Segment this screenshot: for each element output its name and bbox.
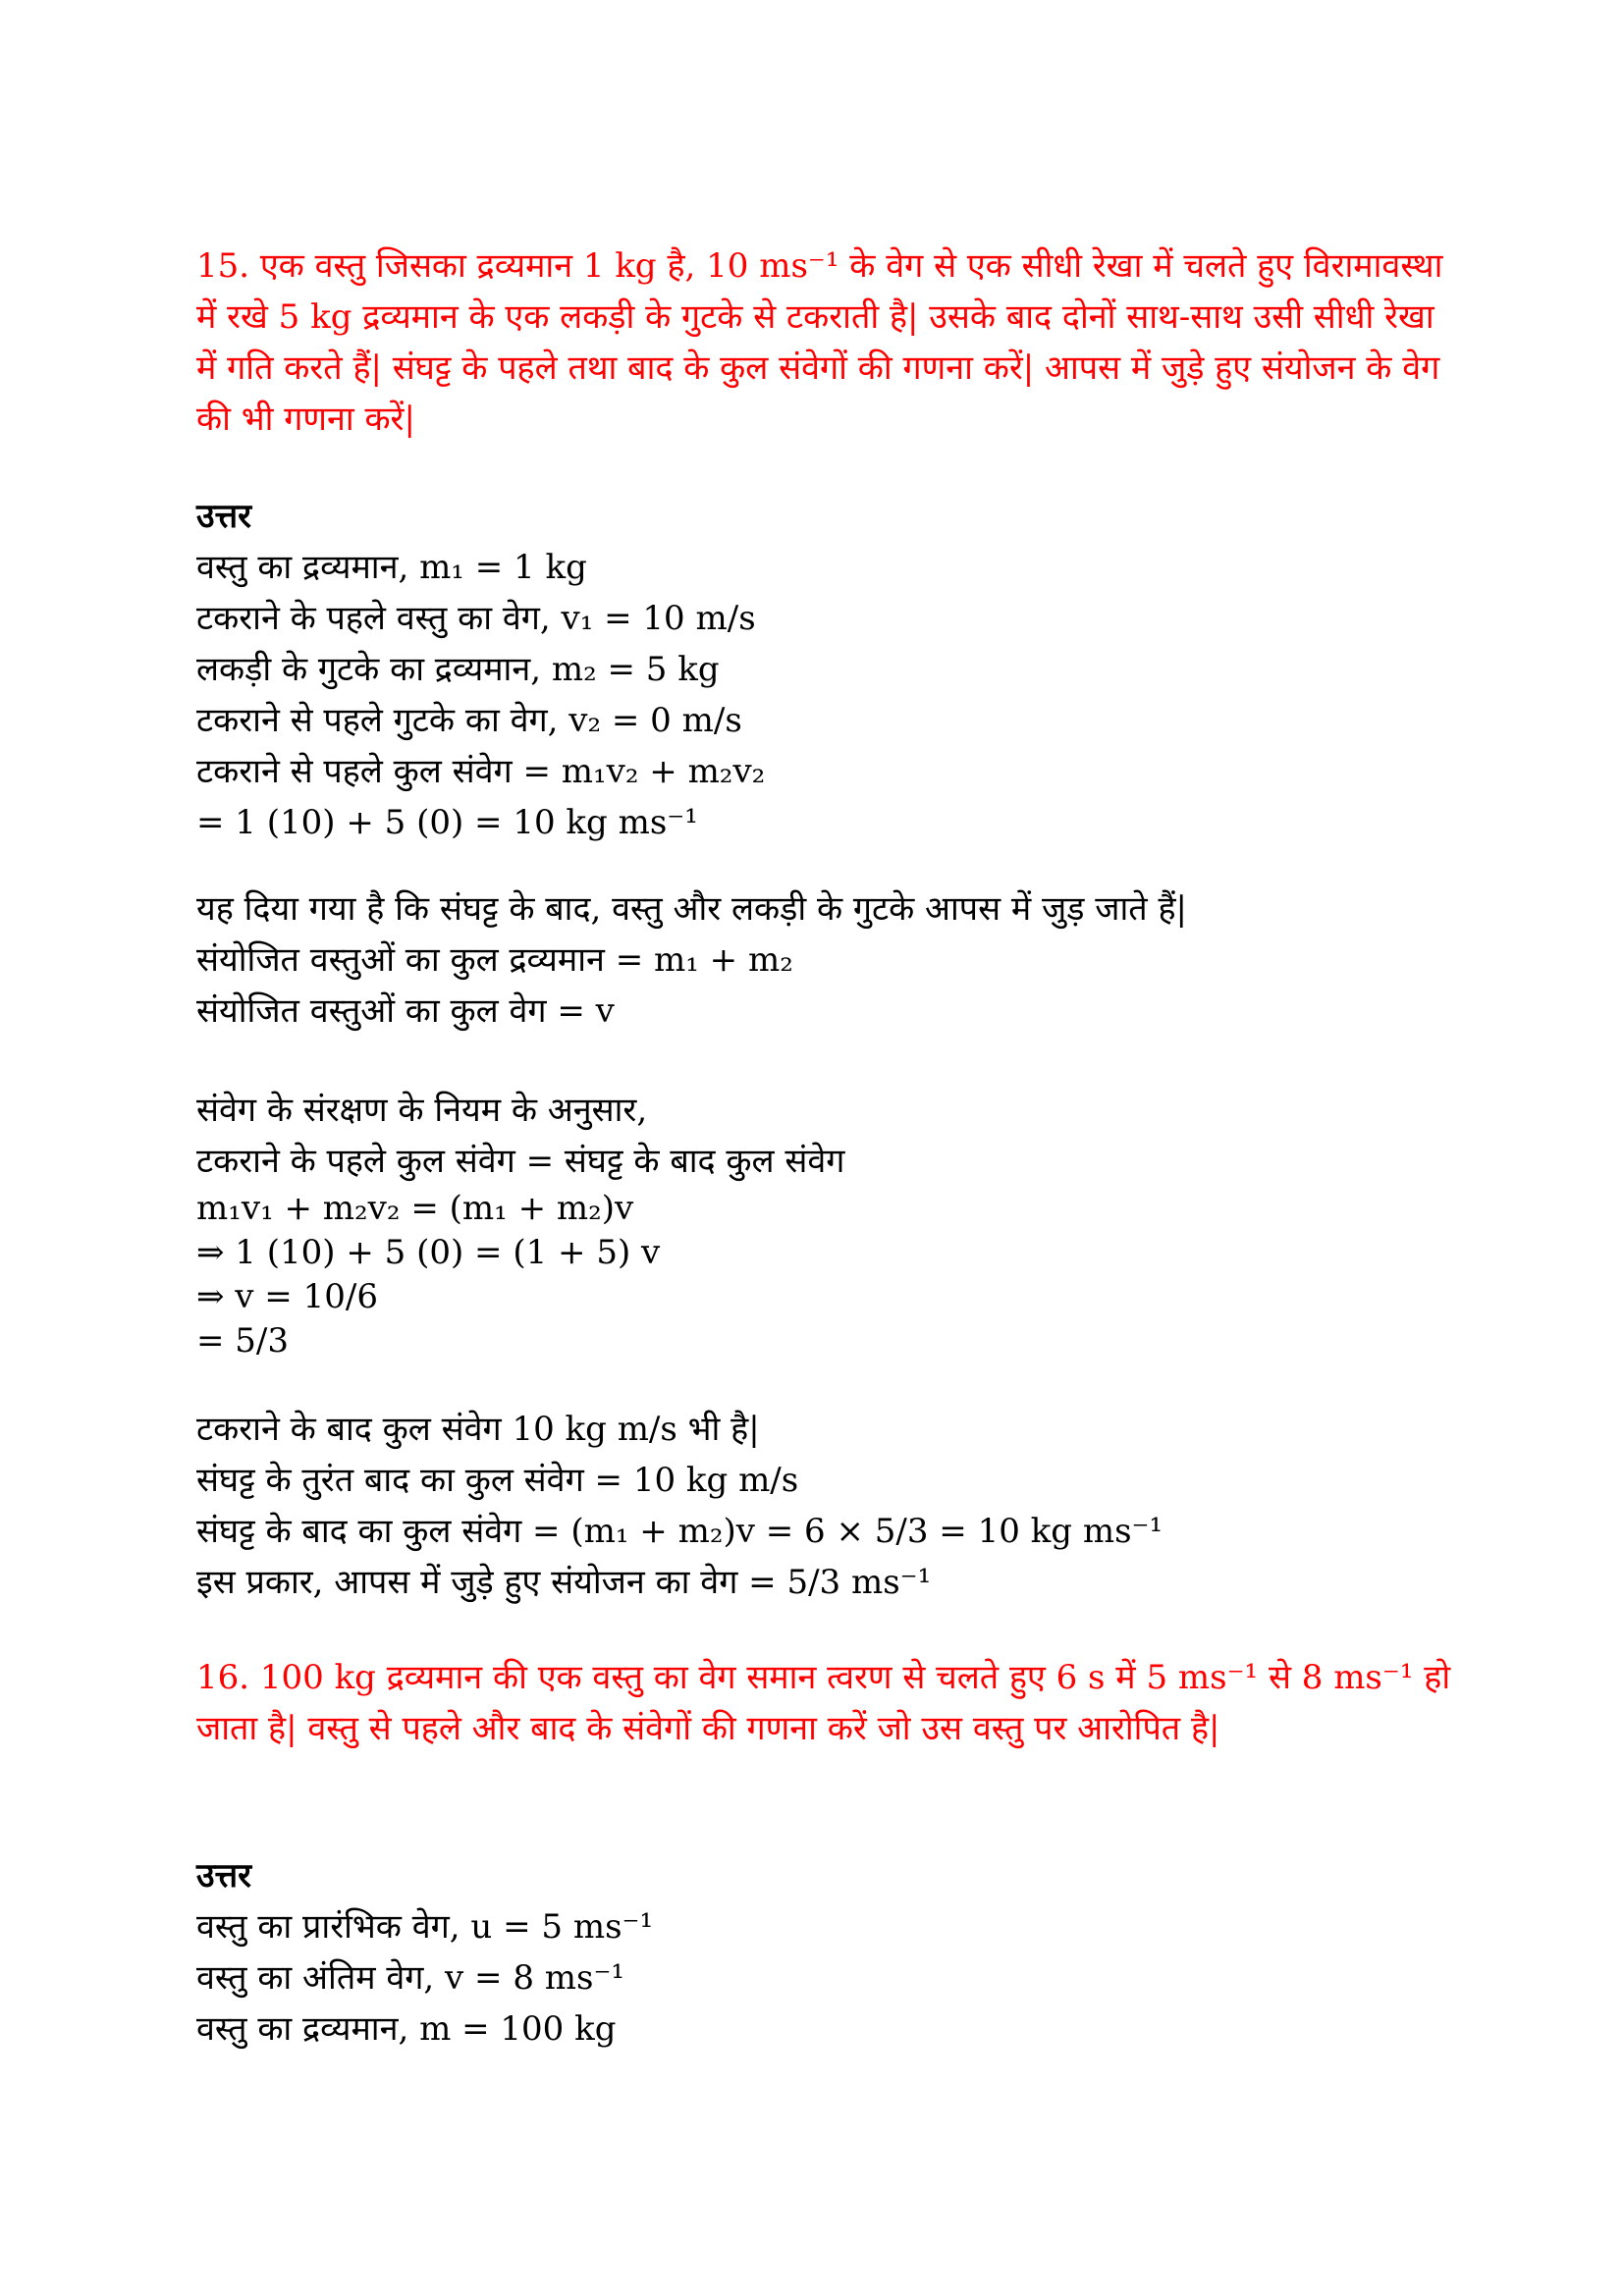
given-line: टकराने के पहले वस्तु का वेग, v₁ = 10 m/s <box>196 599 756 638</box>
given-line: वस्तु का द्रव्यमान, m = 100 kg <box>196 2009 617 2049</box>
answer-15 <box>196 491 1453 848</box>
combined-line: यह दिया गया है कि संघट्ट के बाद, वस्तु और लकड़ी के गुटके आपस में जुड़ जाते हैं| <box>196 889 1188 929</box>
question-16: 16. 100 kg द्रव्यमान की एक वस्तु का वेग समान त्वरण से चलते हुए 6 s में 5 ms⁻¹ से 8 ms⁻¹ हो जाता है| वस्तु से पहले और बाद के संवेगों की गणना करें जो उस वस्तु पर आरोपित है| <box>196 1658 1451 1748</box>
conservation-line: संवेग के संरक्षण के नियम के अनुसार, <box>196 1091 648 1130</box>
given-line: वस्तु का प्रारंभिक वेग, u = 5 ms⁻¹ <box>196 1907 654 1947</box>
given-line: लकड़ी के गुटके का द्रव्यमान, m₂ = 5 kg <box>196 650 720 689</box>
given-line: वस्तु का द्रव्यमान, m₁ = 1 kg <box>196 548 587 587</box>
given-line: टकराने से पहले गुटके का वेग, v₂ = 0 m/s <box>196 701 742 740</box>
conclusion-line: टकराने के बाद कुल संवेग 10 kg m/s भी है| <box>196 1410 760 1449</box>
combined-section <box>196 883 1453 1037</box>
answer-heading: उत्तर <box>196 1856 252 1896</box>
equation-line: m₁v₁ + m₂v₂ = (m₁ + m₂)v <box>196 1189 634 1228</box>
equation-line: ⇒ v = 10/6 <box>196 1277 378 1316</box>
given-line: वस्तु का अंतिम वेग, v = 8 ms⁻¹ <box>196 1958 625 1998</box>
given-line: = 1 (10) + 5 (0) = 10 kg ms⁻¹ <box>196 803 698 842</box>
answer-16 <box>196 1850 1453 2055</box>
conclusion-line: संघट्ट के तुरंत बाद का कुल संवेग = 10 kg m/s <box>196 1461 799 1500</box>
combined-line: संयोजित वस्तुओं का कुल द्रव्यमान = m₁ + m₂ <box>196 940 793 980</box>
question-15: 15. एक वस्तु जिसका द्रव्यमान 1 kg है, 10 ms⁻¹ के वेग से एक सीधी रेखा में चलते हुए विरामावस्था में रखे 5 kg द्रव्यमान के एक लकड़ी के गुटके से टकराती है| उसके बाद दोनों साथ-साथ उसी सीधी रेखा में गति करते हैं| संघट्ट के पहले तथा बाद के कुल संवेगों की गणना करें| आपस में जुड़े हुए संयोजन के वेग की भी गणना करें| <box>196 246 1443 439</box>
conclusion-line: संघट्ट के बाद का कुल संवेग = (m₁ + m₂)v = 6 × 5/3 = 10 kg ms⁻¹ <box>196 1512 1163 1551</box>
equation-line: ⇒ 1 (10) + 5 (0) = (1 + 5) v <box>196 1233 661 1272</box>
conservation-section <box>196 1085 1453 1363</box>
combined-line: संयोजित वस्तुओं का कुल वेग = v <box>196 991 615 1031</box>
equation-line: = 5/3 <box>196 1321 290 1361</box>
conclusion-section <box>196 1404 1453 1608</box>
answer-heading: उत्तर <box>196 497 252 536</box>
conclusion-line: इस प्रकार, आपस में जुड़े हुए संयोजन का वेग = 5/3 ms⁻¹ <box>196 1563 932 1602</box>
given-line: टकराने से पहले कुल संवेग = m₁v₂ + m₂v₂ <box>196 752 766 791</box>
conservation-line: टकराने के पहले कुल संवेग = संघट्ट के बाद कुल संवेग <box>196 1142 845 1181</box>
